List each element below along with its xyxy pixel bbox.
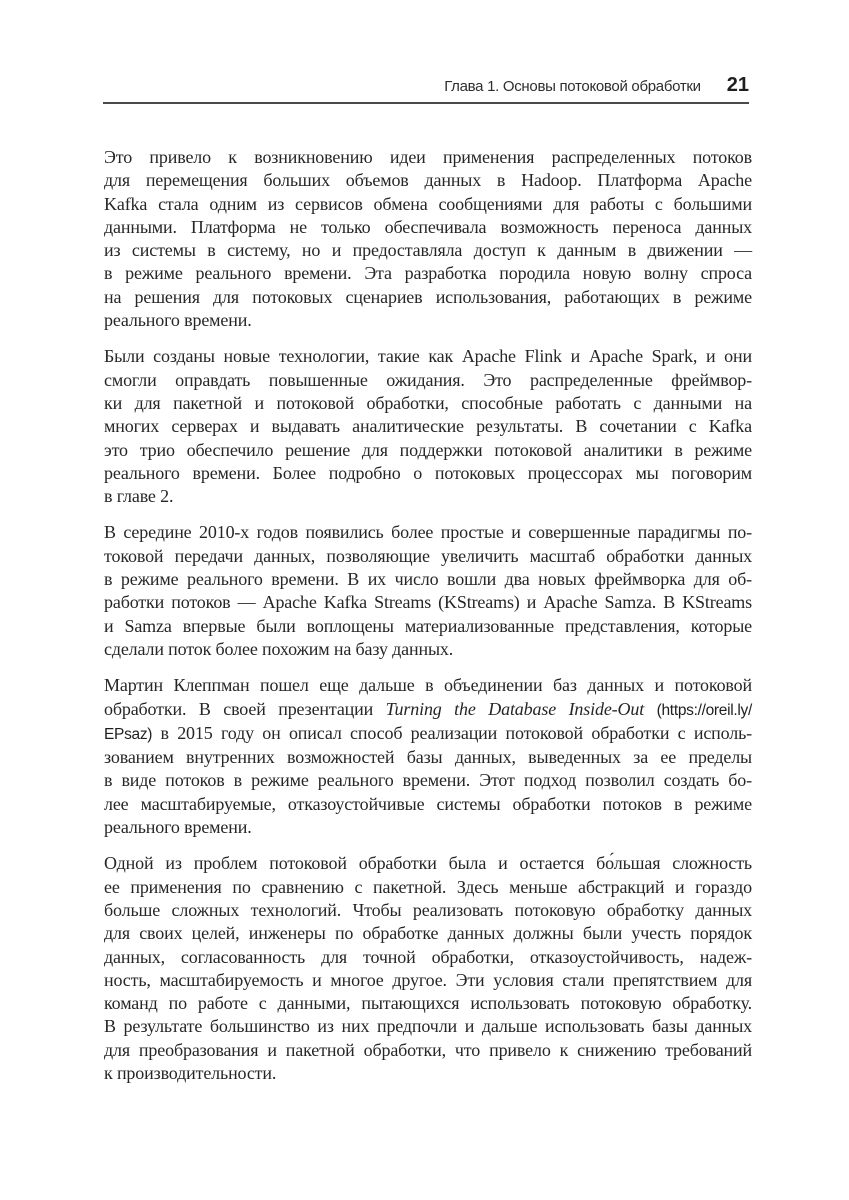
text-line [104, 392, 752, 415]
text-line [104, 793, 752, 816]
text-line [104, 1062, 752, 1085]
body-text-segment: Мартин Клеппман пошел еще дальше в объединении баз данных и потоковой [104, 675, 752, 696]
text-line [104, 239, 752, 262]
body-text-segment: в главе 2. [104, 486, 174, 507]
body-text-segment: в 2015 году он описал способ реализации потоковой обработки с исполь- [152, 722, 752, 743]
body-text-segment: сделали поток более похожим на базу данных. [104, 638, 454, 659]
body-text-segment: ность, масштабируемость и многое другое. Эти условия стали препятствием для [104, 969, 752, 990]
body-text-segment: в виде потоков в режиме реального времени. Этот подход позволил создать бо- [104, 770, 752, 791]
body-paragraphs [104, 146, 752, 1098]
text-line [104, 746, 752, 769]
page-number: 21 [726, 74, 749, 96]
text-line [104, 638, 752, 661]
body-text-segment: на решения для потоковых сценариев использования, работающих в режиме [104, 286, 752, 307]
body-text-segment: смогли оправдать повышенные ожидания. Это распределенные фреймвор- [104, 369, 752, 390]
url-text: (https://oreil.ly/ [656, 701, 753, 719]
body-text-segment: зованием внутренних возможностей базы данных, выведенных за ее пределы [104, 747, 752, 768]
body-text-segment: для своих целей, инженеры по обработке данных должны были учесть порядок [104, 923, 752, 944]
text-line [104, 485, 752, 508]
paragraph [104, 852, 752, 1085]
body-text-segment: работки потоков — Apache Kafka Streams (KStreams) и Apache Samza. В KStreams [104, 592, 752, 613]
text-line [104, 545, 752, 568]
body-text-segment: в режиме реального времени. В их число вошли два новых фреймворка для об- [104, 569, 752, 590]
body-text-segment: и Samza впервые были воплощены материализованные представления, которые [104, 615, 752, 636]
text-line [104, 169, 752, 192]
body-text-segment: к производительности. [104, 1062, 277, 1083]
text-line [104, 1015, 752, 1038]
italic-title-text: Turning the Database Inside-Out [385, 698, 645, 719]
text-line [104, 615, 752, 638]
body-text-segment: В результате большинство из них предпочли и дальше использовать базы данных [104, 1016, 752, 1037]
body-text-segment: ки для пакетной и потоковой обработки, способные работать с данными на [104, 392, 752, 413]
text-line [104, 462, 752, 485]
body-text-segment: ее применения по сравнению с пакетной. Здесь меньше абстракций и гораздо [104, 876, 752, 897]
body-text-segment: команд по работе с данными, пытающихся использовать потоковую обработку. [104, 993, 752, 1014]
body-text-segment: Kafka стала одним из сервисов обмена сообщениями для работы с большими [104, 193, 752, 214]
text-line [104, 946, 752, 969]
body-text-segment: данных, согласованность для точной обработки, отказоустойчивость, надеж- [104, 946, 752, 967]
text-line [104, 521, 752, 544]
body-text-segment: реального времени. Более подробно о потоковых процессорах мы поговорим [104, 462, 752, 483]
body-text-segment: данными. Платформа не только обеспечивала возможность переноса данных [104, 216, 752, 237]
body-text-segment: обработки. В своей презентации [104, 698, 386, 719]
body-text-segment: в режиме реального времени. Эта разработка породила новую волну спроса [104, 263, 752, 284]
body-text-segment [644, 699, 657, 719]
text-line [104, 286, 752, 309]
paragraph [104, 146, 752, 332]
text-line [104, 992, 752, 1015]
url-text: EPsaz) [104, 725, 153, 743]
text-line [104, 922, 752, 945]
body-text-segment: из системы в систему, но и предоставляла доступ к данным в движении — [104, 240, 752, 261]
text-line [104, 969, 752, 992]
paragraph [104, 521, 752, 661]
text-line [104, 852, 752, 875]
body-text-segment: многих серверах и выдавать аналитические результаты. В сочетании с Kafka [104, 416, 752, 437]
text-line [104, 309, 752, 332]
text-line [104, 876, 752, 899]
text-line [104, 568, 752, 591]
body-text-segment: больше сложных технологий. Чтобы реализовать потоковую обработку данных [104, 899, 752, 920]
text-line [104, 262, 752, 285]
text-line [104, 146, 752, 169]
body-text-segment: для перемещения больших объемов данных в Hadoop. Платформа Apache [104, 170, 752, 191]
text-line [104, 345, 752, 368]
body-text-segment: лее масштабируемые, отказоустойчивые системы обработки потоков в режиме [104, 793, 752, 814]
text-line [104, 415, 752, 438]
paragraph [104, 674, 752, 839]
text-line [104, 1039, 752, 1062]
body-text-segment: Одной из проблем потоковой обработки была и остается бо́льшая сложность [104, 853, 752, 874]
text-line [104, 193, 752, 216]
text-line [104, 769, 752, 792]
body-text-segment: В середине 2010-х годов появились более простые и совершенные парадигмы по- [104, 522, 752, 543]
text-line [104, 216, 752, 239]
header-divider [103, 102, 749, 104]
body-text-segment: реального времени. [104, 817, 252, 838]
body-text-segment: Это привело к возникновению идеи применения распределенных потоков [104, 147, 752, 167]
text-line [104, 591, 752, 614]
text-line [104, 722, 752, 746]
body-text-segment: реального времени. [104, 310, 252, 331]
paragraph [104, 345, 752, 508]
running-header [103, 74, 749, 97]
chapter-title: Глава 1. Основы потоковой обработки [444, 78, 701, 95]
text-line [104, 439, 752, 462]
text-line [104, 369, 752, 392]
text-line [104, 698, 752, 722]
body-text-segment: Были созданы новые технологии, такие как Apache Flink и Apache Spark, и они [104, 346, 752, 367]
text-line [104, 899, 752, 922]
text-line [104, 674, 752, 697]
body-text-segment: токовой передачи данных, позволяющие увеличить масштаб обработки данных [104, 545, 752, 566]
text-line [104, 816, 752, 839]
body-text-segment: это трио обеспечило решение для поддержки потоковой аналитики в режиме [104, 439, 752, 460]
body-text-segment: для преобразования и пакетной обработки, что привело к снижению требований [104, 1039, 752, 1060]
